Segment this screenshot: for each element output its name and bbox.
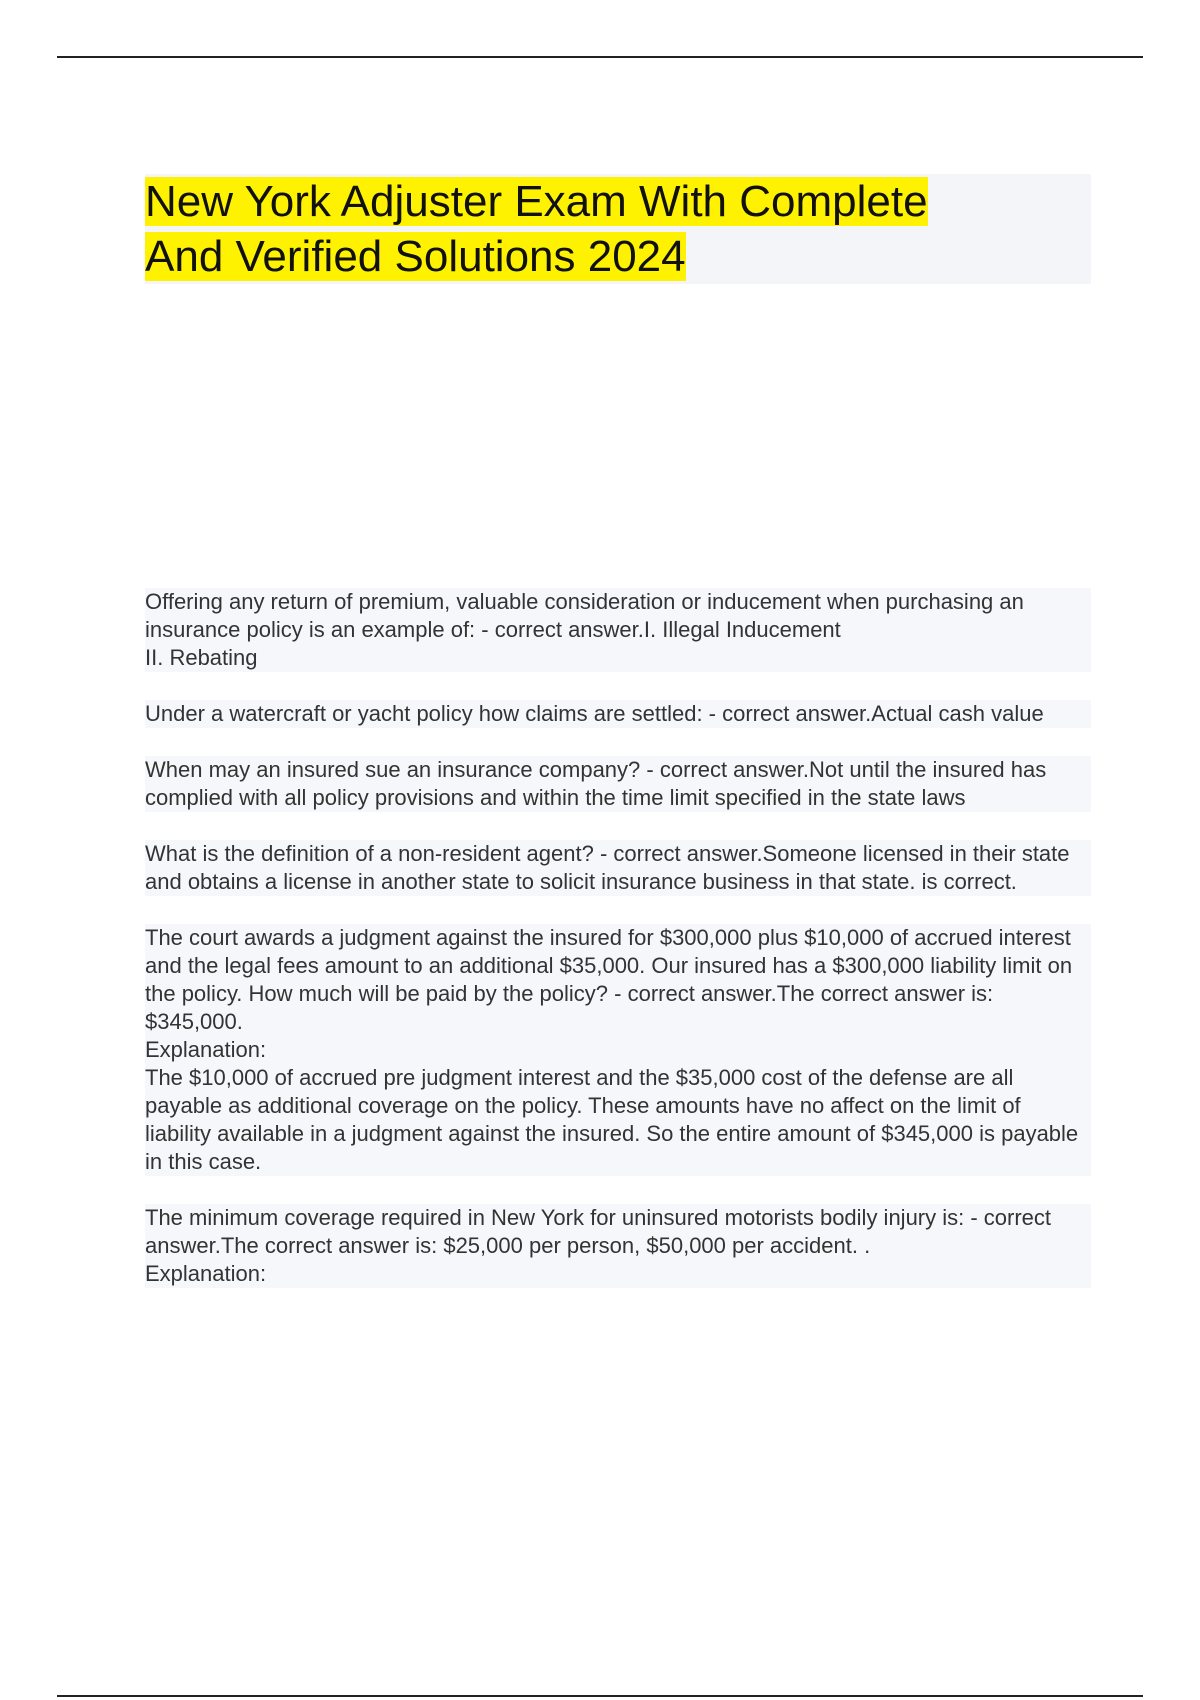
header-rule [57,56,1143,58]
qa-item [145,588,1091,672]
qa-item [145,700,1091,728]
qa-item [145,924,1091,1176]
qa-list [145,588,1091,1316]
document-title [145,174,1091,284]
qa-text: The minimum coverage required in New York for uninsured motorists bodily injury is: - correct answer.The correct answer is: $25,000 per person, $50,000 per accident. . Explanation: [145,1205,1052,1286]
qa-text: When may an insured sue an insurance company? - correct answer.Not until the insured has complied with all policy provisions and within the time limit specified in the state laws [145,757,1047,810]
qa-item [145,1204,1091,1288]
title-line-1: New York Adjuster Exam With Complete [145,177,928,226]
qa-text: What is the definition of a non-resident agent? - correct answer.Someone licensed in their state and obtains a license in another state to solicit insurance business in that state. is correct. [145,841,1070,894]
qa-text: The court awards a judgment against the insured for $300,000 plus $10,000 of accrued interest and the legal fees amount to an additional $35,000. Our insured has a $300,000 liability limit on the policy. How much will be paid by the policy? - correct answer.The correct answer is: $345,000. Explanation: The $10,000 of accrued pre judgment interest and the $35,000 cost of the defense are all payable as additional coverage on the policy. These amounts have no affect on the limit of liability available in a judgment against the insured. So the entire amount of $345,000 is payable in this case. [145,925,1079,1174]
qa-item [145,756,1091,812]
title-line-2: And Verified Solutions 2024 [145,232,686,281]
title-block [145,174,1091,284]
footer-rule [57,1695,1143,1697]
qa-text: Under a watercraft or yacht policy how claims are settled: - correct answer.Actual cash value [145,701,1044,726]
qa-text: Offering any return of premium, valuable consideration or inducement when purchasing an insurance policy is an example of: - correct answer.I. Illegal Inducement II. Rebating [145,589,1024,670]
qa-item [145,840,1091,896]
